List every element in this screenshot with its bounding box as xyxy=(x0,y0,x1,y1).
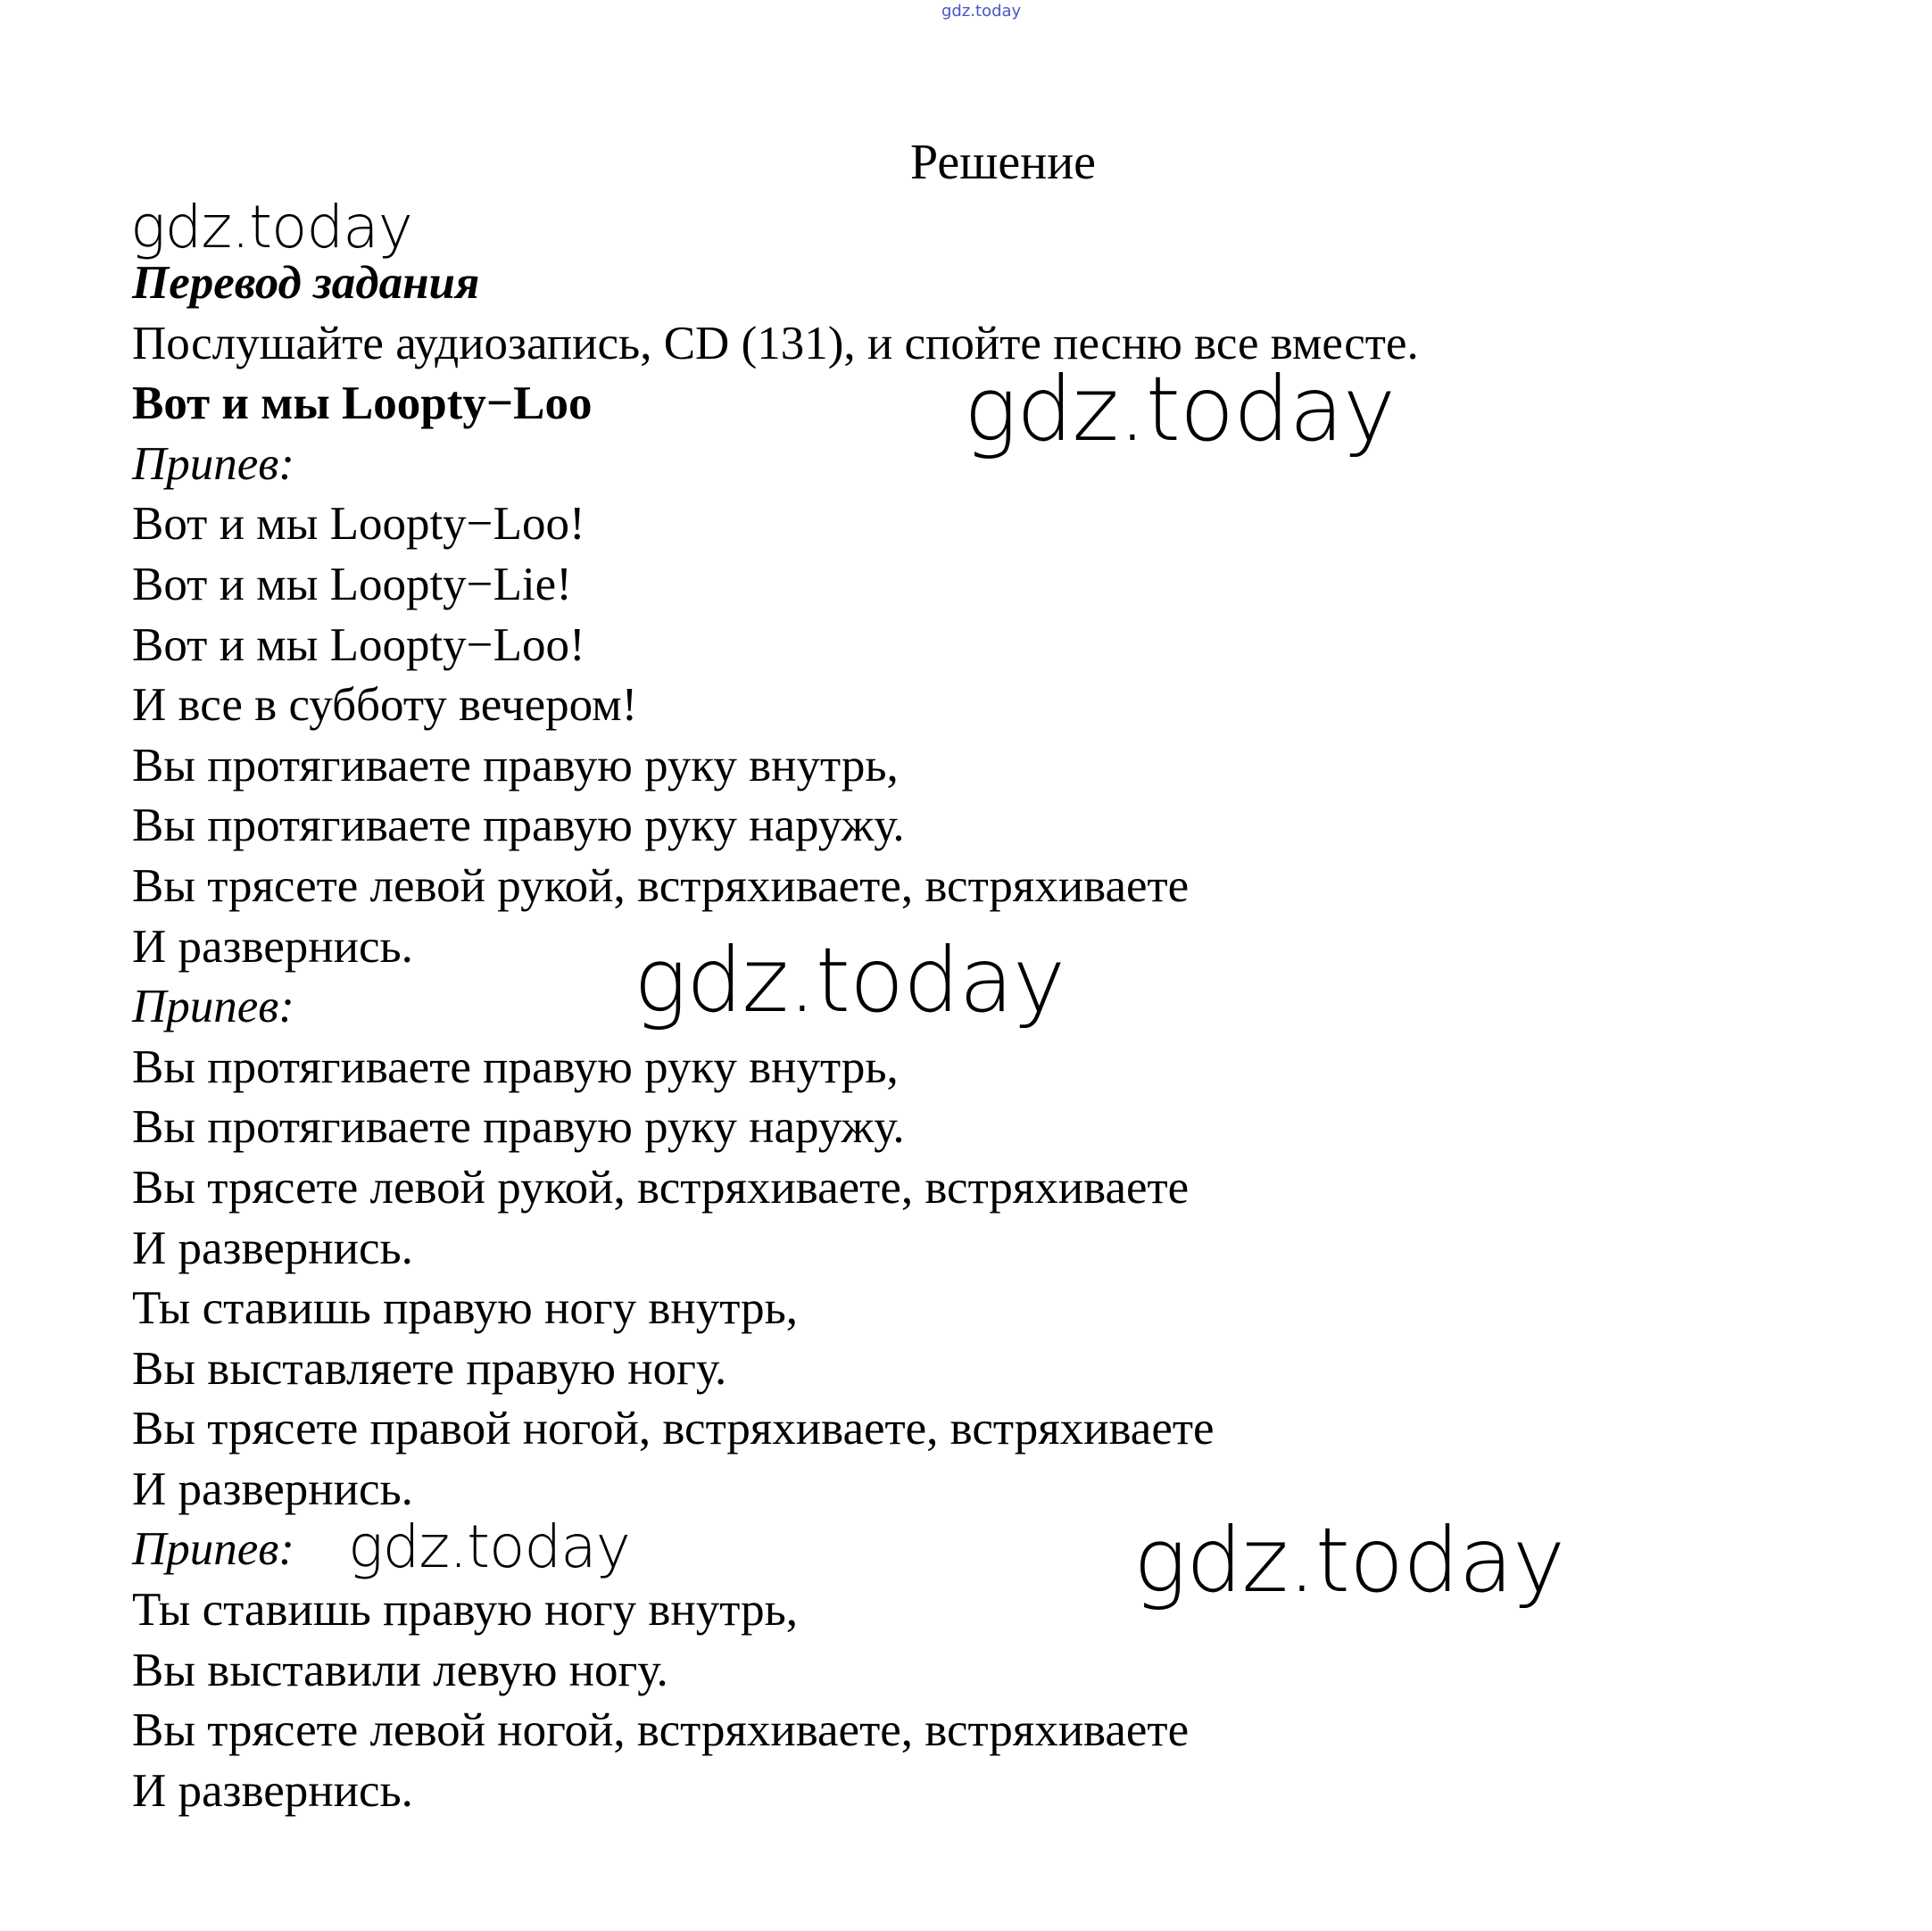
verse-line: Вы протягиваете правую руку наружу. xyxy=(132,1101,905,1154)
verse-line: Ты ставишь правую ногу внутрь, xyxy=(132,1282,798,1335)
verse-line: Вы протягиваете правую руку внутрь, xyxy=(132,1040,899,1093)
top-watermark: gdz.today xyxy=(941,2,1022,21)
verse-line: Вы трясете левой ногой, встряхиваете, встряхиваете xyxy=(132,1704,1190,1757)
chorus-line: Вот и мы Loopty−Loo! xyxy=(132,618,585,671)
verse-line: И развернись. xyxy=(132,1764,413,1817)
chorus-line: И все в субботу вечером! xyxy=(132,679,638,732)
chorus-label: Припев: xyxy=(132,981,294,1033)
verse-line: Вы протягиваете правую руку наружу. xyxy=(132,800,905,852)
verse-line: И развернись. xyxy=(132,1222,413,1274)
section-title: Перевод задания xyxy=(132,257,480,309)
verse-line: И развернись. xyxy=(132,920,413,973)
verse-line: Вы выставили левую ногу. xyxy=(132,1644,668,1696)
page-title: Решение xyxy=(910,135,1097,190)
verse-line: Вы трясете левой рукой, встряхиваете, встряхиваете xyxy=(132,1161,1190,1214)
watermark: gdz.today xyxy=(130,193,412,261)
chorus-label: Припев: xyxy=(132,1523,294,1576)
chorus-line: Вот и мы Loopty−Loo! xyxy=(132,498,585,551)
chorus-line: Вот и мы Loopty−Lie! xyxy=(132,558,572,610)
watermark: gdz.today xyxy=(964,357,1396,461)
verse-line: Вы протягиваете правую руку внутрь, xyxy=(132,739,899,791)
instruction-text: Послушайте аудиозапись, CD (131), и спойте песню все вместе. xyxy=(132,317,1419,369)
verse-line: Вы трясете левой рукой, встряхиваете, встряхиваете xyxy=(132,859,1190,912)
verse-line: Ты ставишь правую ногу внутрь, xyxy=(132,1584,798,1637)
verse-line: И развернись. xyxy=(132,1463,413,1515)
watermark: gdz.today xyxy=(348,1512,630,1581)
watermark: gdz.today xyxy=(1133,1508,1565,1612)
verse-line: Вы выставляете правую ногу. xyxy=(132,1342,727,1395)
song-title: Вот и мы Loopty−Loo xyxy=(132,377,593,430)
verse-line: Вы трясете правой ногой, встряхиваете, встряхиваете xyxy=(132,1403,1215,1455)
chorus-label: Припев: xyxy=(132,437,294,490)
watermark: gdz.today xyxy=(634,928,1066,1032)
document-body xyxy=(132,253,1828,1821)
